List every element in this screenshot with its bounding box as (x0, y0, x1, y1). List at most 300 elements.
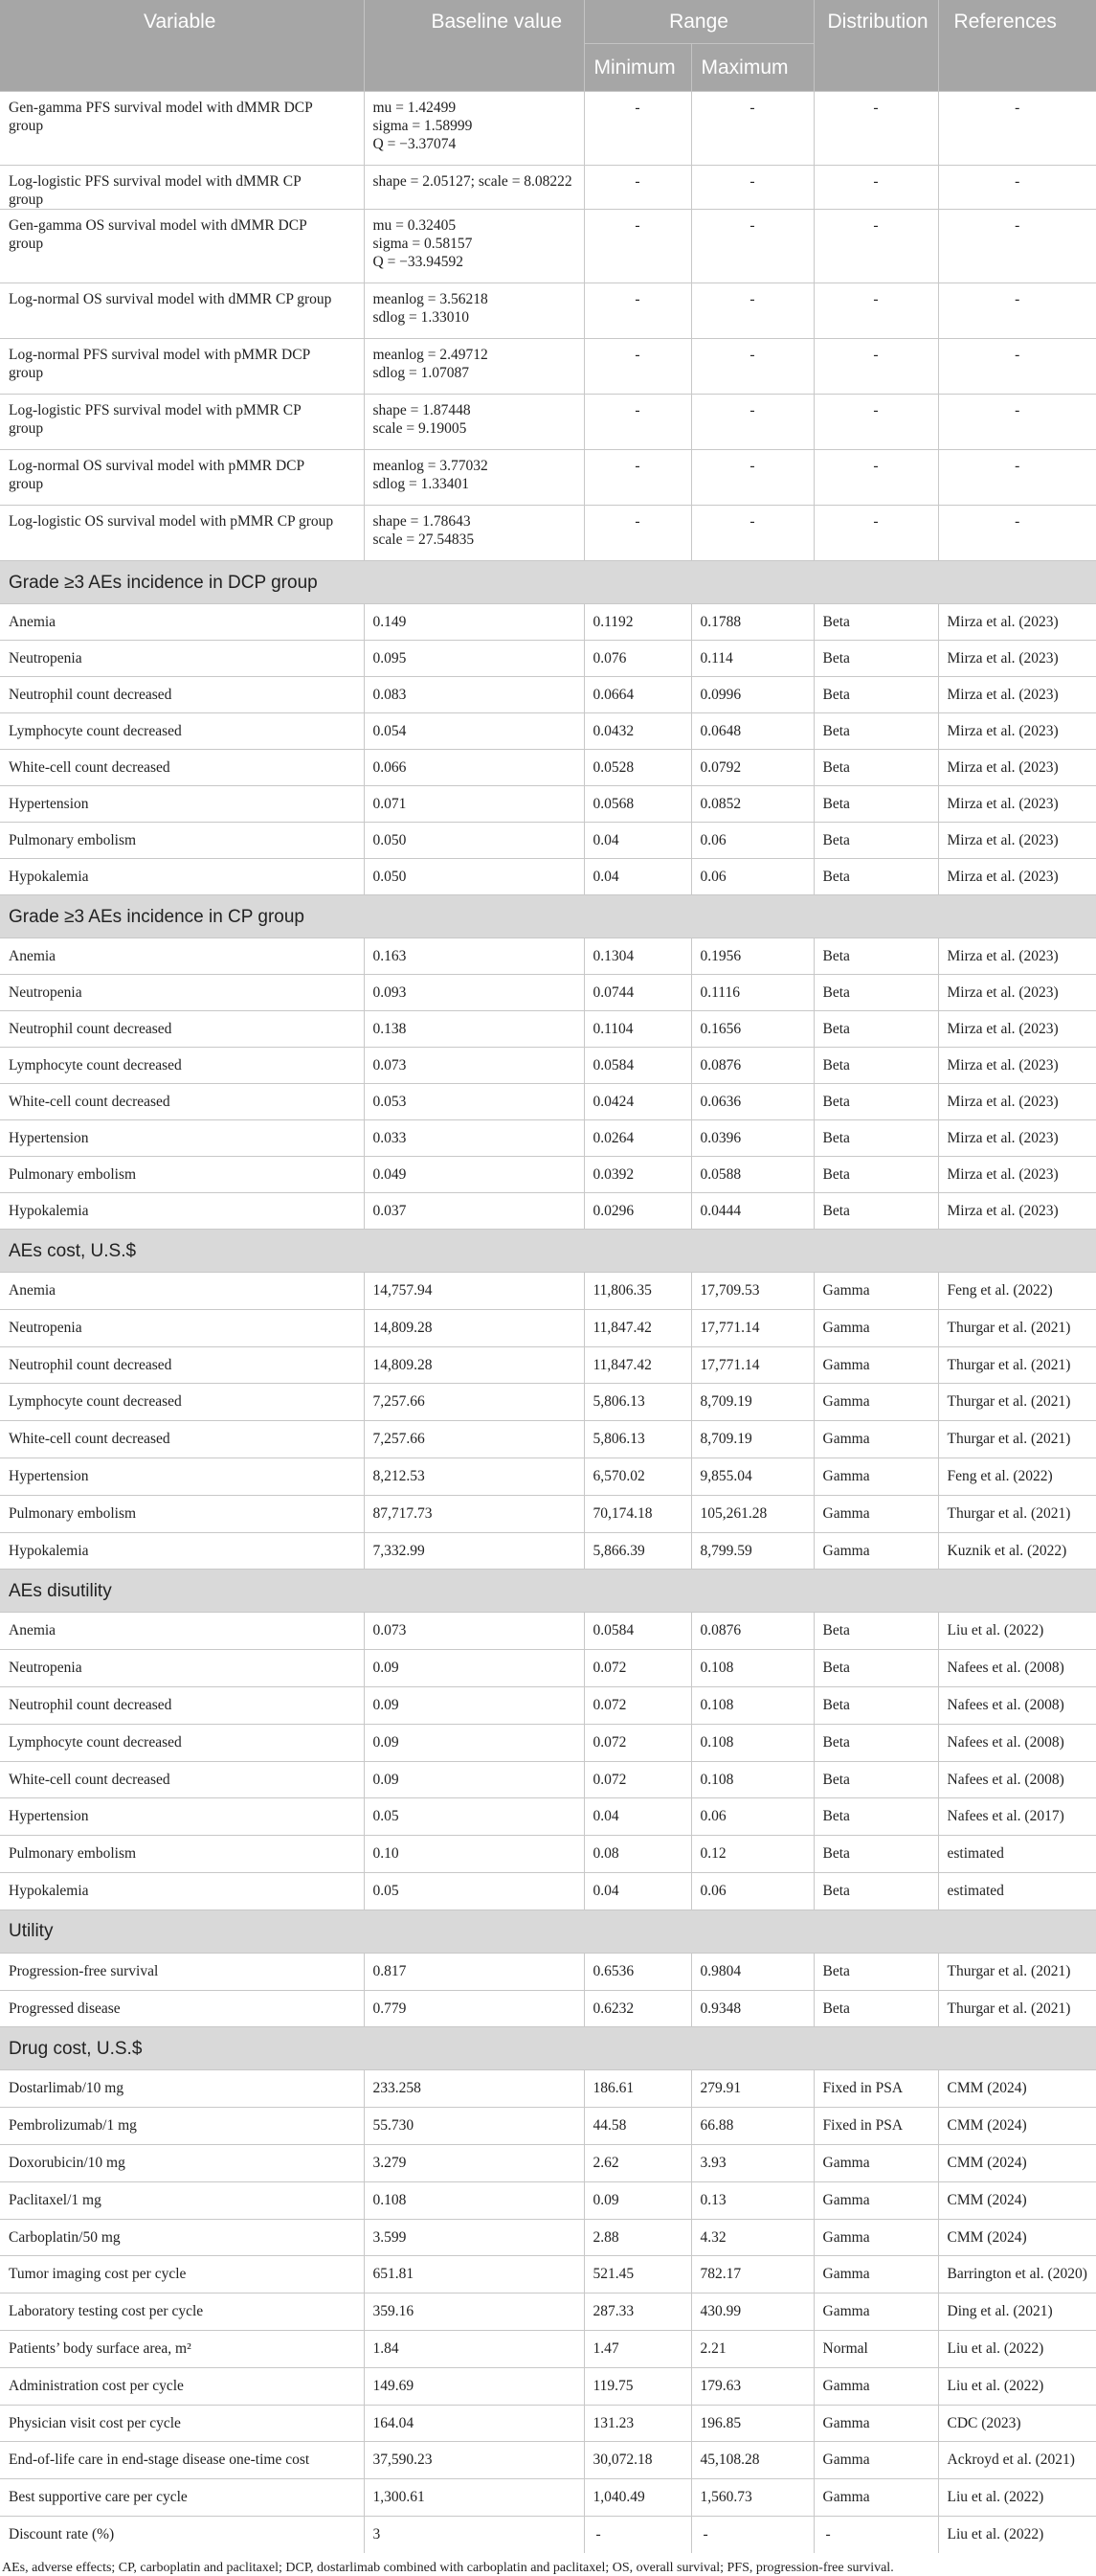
cell-baseline: 0.050 (364, 859, 584, 895)
cell-baseline: 8,212.53 (364, 1457, 584, 1495)
cell-distribution: Beta (814, 859, 938, 895)
cell-reference: Nafees et al. (2017) (938, 1798, 1096, 1836)
cell-minimum: - (584, 210, 691, 283)
cell-minimum: 2.62 (584, 2144, 691, 2181)
cell-baseline: 3.599 (364, 2219, 584, 2256)
cell-variable: Pulmonary embolism (0, 1157, 364, 1193)
cell-reference: Thurgar et al. (2021) (938, 1384, 1096, 1421)
cell-reference: Nafees et al. (2008) (938, 1724, 1096, 1761)
cell-minimum: 11,847.42 (584, 1309, 691, 1346)
cell-variable: Log-logistic OS survival model with pMMR CP group (0, 506, 364, 561)
table-row (0, 1532, 1096, 1570)
cell-variable: Laboratory testing cost per cycle (0, 2294, 364, 2331)
cell-minimum: 287.33 (584, 2294, 691, 2331)
cell-maximum: 0.0444 (691, 1193, 814, 1230)
table-row (0, 2108, 1096, 2145)
cell-baseline: 0.09 (364, 1724, 584, 1761)
cell-reference: Mirza et al. (2023) (938, 823, 1096, 859)
cell-maximum: 0.1116 (691, 975, 814, 1011)
cell-variable: Administration cost per cycle (0, 2367, 364, 2405)
table-row (0, 2144, 1096, 2181)
table-row (0, 1193, 1096, 1230)
table-body (0, 92, 1096, 2554)
cell-variable: Lymphocyte count decreased (0, 1048, 364, 1084)
cell-reference: Mirza et al. (2023) (938, 1011, 1096, 1048)
cell-reference: Thurgar et al. (2021) (938, 1495, 1096, 1532)
cell-variable: Hypertension (0, 1120, 364, 1157)
cell-maximum: 0.06 (691, 823, 814, 859)
cell-minimum: 0.072 (584, 1686, 691, 1724)
cell-distribution: Gamma (814, 1346, 938, 1384)
table-row (0, 1953, 1096, 1990)
cell-variable: Gen-gamma OS survival model with dMMR DCP group (0, 210, 364, 283)
cell-reference: Mirza et al. (2023) (938, 1157, 1096, 1193)
cell-variable: Neutrophil count decreased (0, 1686, 364, 1724)
cell-variable: Progressed disease (0, 1990, 364, 2027)
cell-minimum: 0.0432 (584, 713, 691, 750)
cell-distribution: Beta (814, 1157, 938, 1193)
cell-baseline: 0.149 (364, 604, 584, 641)
cell-minimum: 0.076 (584, 641, 691, 677)
cell-baseline: 0.050 (364, 823, 584, 859)
table-row (0, 641, 1096, 677)
cell-minimum: 0.0568 (584, 786, 691, 823)
cell-reference: Mirza et al. (2023) (938, 750, 1096, 786)
cell-minimum: 70,174.18 (584, 1495, 691, 1532)
cell-reference: Mirza et al. (2023) (938, 1048, 1096, 1084)
cell-variable: Pembrolizumab/1 mg (0, 2108, 364, 2145)
cell-maximum: - (691, 450, 814, 506)
table-row (0, 1011, 1096, 1048)
cell-baseline: shape = 1.78643 scale = 27.54835 (364, 506, 584, 561)
cell-reference: - (938, 210, 1096, 283)
cell-baseline: 0.779 (364, 1990, 584, 2027)
cell-variable: Best supportive care per cycle (0, 2479, 364, 2517)
cell-baseline: 651.81 (364, 2256, 584, 2294)
cell-distribution: Gamma (814, 2479, 938, 2517)
table-row (0, 1798, 1096, 1836)
table-footnote: AEs, adverse effects; CP, carboplatin and paclitaxel; DCP, dostarlimab combined with carboplatin and paclitaxel; OS, overall survival; PFS, progression-free survival. (2, 2561, 894, 2576)
cell-variable: Anemia (0, 604, 364, 641)
cell-minimum: 0.0584 (584, 1048, 691, 1084)
cell-maximum: 105,261.28 (691, 1495, 814, 1532)
cell-variable: Anemia (0, 1613, 364, 1650)
cell-reference: Mirza et al. (2023) (938, 1084, 1096, 1120)
header-minimum: Minimum (584, 44, 691, 92)
cell-minimum: - (584, 450, 691, 506)
cell-reference: CMM (2024) (938, 2181, 1096, 2219)
cell-maximum: 279.91 (691, 2070, 814, 2108)
cell-maximum: - (691, 339, 814, 395)
cell-distribution: Gamma (814, 2405, 938, 2442)
cell-reference: Liu et al. (2022) (938, 2516, 1096, 2553)
cell-distribution: Gamma (814, 2181, 938, 2219)
cell-minimum: 5,806.13 (584, 1384, 691, 1421)
cell-distribution: Beta (814, 677, 938, 713)
cell-reference: Liu et al. (2022) (938, 2479, 1096, 2517)
cell-reference: Mirza et al. (2023) (938, 938, 1096, 975)
table-row (0, 2367, 1096, 2405)
table-row (0, 750, 1096, 786)
cell-reference: Thurgar et al. (2021) (938, 1953, 1096, 1990)
table-row (0, 210, 1096, 283)
cell-maximum: 0.0876 (691, 1048, 814, 1084)
table-row (0, 395, 1096, 450)
table-row (0, 2219, 1096, 2256)
cell-variable: Hypokalemia (0, 1872, 364, 1909)
cell-reference: Mirza et al. (2023) (938, 786, 1096, 823)
cell-maximum: 0.9804 (691, 1953, 814, 1990)
header-range: Range (584, 0, 814, 44)
table-row (0, 1309, 1096, 1346)
table-row (0, 506, 1096, 561)
cell-distribution: - (814, 450, 938, 506)
cell-variable: Log-logistic PFS survival model with pMMR CP group (0, 395, 364, 450)
cell-maximum: 0.108 (691, 1650, 814, 1687)
cell-distribution: Beta (814, 1798, 938, 1836)
cell-variable: Patients’ body surface area, m² (0, 2330, 364, 2367)
cell-baseline: 0.05 (364, 1872, 584, 1909)
cell-distribution: Beta (814, 1613, 938, 1650)
cell-reference: estimated (938, 1872, 1096, 1909)
cell-reference: Mirza et al. (2023) (938, 1193, 1096, 1230)
cell-reference: Liu et al. (2022) (938, 1613, 1096, 1650)
cell-variable: Physician visit cost per cycle (0, 2405, 364, 2442)
cell-maximum: 0.9348 (691, 1990, 814, 2027)
cell-minimum: 0.6232 (584, 1990, 691, 2027)
table-row (0, 2442, 1096, 2479)
cell-reference: CDC (2023) (938, 2405, 1096, 2442)
cell-distribution: Fixed in PSA (814, 2108, 938, 2145)
cell-baseline: 0.108 (364, 2181, 584, 2219)
header-maximum: Maximum (691, 44, 814, 92)
cell-minimum: - (584, 2516, 691, 2553)
cell-distribution: Gamma (814, 2219, 938, 2256)
table-row (0, 1495, 1096, 1532)
cell-minimum: 11,806.35 (584, 1273, 691, 1310)
cell-baseline: 0.163 (364, 938, 584, 975)
table-row (0, 786, 1096, 823)
cell-baseline: meanlog = 2.49712 sdlog = 1.07087 (364, 339, 584, 395)
cell-maximum: - (691, 2516, 814, 2553)
cell-maximum: 0.108 (691, 1686, 814, 1724)
cell-variable: Lymphocyte count decreased (0, 1724, 364, 1761)
cell-variable: Neutropenia (0, 975, 364, 1011)
table-row (0, 2516, 1096, 2553)
cell-baseline: 359.16 (364, 2294, 584, 2331)
table-row (0, 2181, 1096, 2219)
cell-minimum: 1,040.49 (584, 2479, 691, 2517)
cell-distribution: - (814, 395, 938, 450)
cell-minimum: 0.6536 (584, 1953, 691, 1990)
table-row (0, 1990, 1096, 2027)
cell-distribution: Beta (814, 750, 938, 786)
cell-reference: Thurgar et al. (2021) (938, 1421, 1096, 1458)
cell-baseline: 1,300.61 (364, 2479, 584, 2517)
cell-maximum: - (691, 283, 814, 339)
cell-maximum: 4.32 (691, 2219, 814, 2256)
section-header-row (0, 561, 1096, 604)
cell-maximum: - (691, 166, 814, 210)
table-row (0, 283, 1096, 339)
table-row (0, 975, 1096, 1011)
cell-variable: Hypokalemia (0, 859, 364, 895)
cell-variable: Neutropenia (0, 1309, 364, 1346)
cell-distribution: Beta (814, 1084, 938, 1120)
cell-minimum: 521.45 (584, 2256, 691, 2294)
cell-maximum: 782.17 (691, 2256, 814, 2294)
cell-reference: - (938, 395, 1096, 450)
cell-reference: Ding et al. (2021) (938, 2294, 1096, 2331)
cell-reference: Thurgar et al. (2021) (938, 1346, 1096, 1384)
cell-baseline: 0.05 (364, 1798, 584, 1836)
cell-baseline: 55.730 (364, 2108, 584, 2145)
cell-minimum: 0.09 (584, 2181, 691, 2219)
cell-baseline: meanlog = 3.56218 sdlog = 1.33010 (364, 283, 584, 339)
cell-reference: - (938, 92, 1096, 166)
cell-minimum: 0.0424 (584, 1084, 691, 1120)
cell-baseline: shape = 2.05127; scale = 8.08222 (364, 166, 584, 210)
table-row (0, 1421, 1096, 1458)
cell-minimum: - (584, 395, 691, 450)
section-header-row (0, 895, 1096, 938)
table-row (0, 1084, 1096, 1120)
cell-minimum: 0.0264 (584, 1120, 691, 1157)
cell-distribution: Gamma (814, 2367, 938, 2405)
table-row (0, 339, 1096, 395)
cell-variable: Neutrophil count decreased (0, 1011, 364, 1048)
cell-minimum: - (584, 92, 691, 166)
cell-minimum: - (584, 166, 691, 210)
cell-maximum: 17,709.53 (691, 1273, 814, 1310)
cell-minimum: 0.0744 (584, 975, 691, 1011)
cell-variable: Neutropenia (0, 1650, 364, 1687)
cell-distribution: Beta (814, 641, 938, 677)
cell-variable: Hypokalemia (0, 1532, 364, 1570)
cell-baseline: 0.095 (364, 641, 584, 677)
cell-minimum: 119.75 (584, 2367, 691, 2405)
table-row (0, 604, 1096, 641)
cell-maximum: 17,771.14 (691, 1346, 814, 1384)
cell-maximum: 8,709.19 (691, 1384, 814, 1421)
table-row (0, 713, 1096, 750)
cell-minimum: 5,866.39 (584, 1532, 691, 1570)
cell-variable: Anemia (0, 1273, 364, 1310)
cell-distribution: - (814, 166, 938, 210)
cell-variable: White-cell count decreased (0, 1084, 364, 1120)
table-row (0, 1650, 1096, 1687)
cell-minimum: 2.88 (584, 2219, 691, 2256)
cell-minimum: 0.072 (584, 1724, 691, 1761)
cell-distribution: Beta (814, 786, 938, 823)
cell-variable: Log-normal PFS survival model with pMMR DCP group (0, 339, 364, 395)
table-row (0, 859, 1096, 895)
cell-variable: White-cell count decreased (0, 1421, 364, 1458)
table-row (0, 2330, 1096, 2367)
cell-distribution: Beta (814, 1990, 938, 2027)
cell-distribution: - (814, 339, 938, 395)
cell-reference: Liu et al. (2022) (938, 2330, 1096, 2367)
cell-distribution: Gamma (814, 1273, 938, 1310)
cell-distribution: - (814, 92, 938, 166)
cell-minimum: - (584, 339, 691, 395)
cell-variable: Lymphocyte count decreased (0, 713, 364, 750)
cell-variable: Log-normal OS survival model with pMMR DCP group (0, 450, 364, 506)
cell-maximum: 1,560.73 (691, 2479, 814, 2517)
cell-distribution: Beta (814, 1836, 938, 1873)
cell-baseline: 0.083 (364, 677, 584, 713)
cell-distribution: Gamma (814, 1532, 938, 1570)
cell-reference: - (938, 166, 1096, 210)
cell-minimum: 11,847.42 (584, 1346, 691, 1384)
cell-distribution: - (814, 210, 938, 283)
cell-minimum: 30,072.18 (584, 2442, 691, 2479)
cell-reference: Feng et al. (2022) (938, 1457, 1096, 1495)
cell-variable: Gen-gamma PFS survival model with dMMR DCP group (0, 92, 364, 166)
cell-distribution: Beta (814, 1686, 938, 1724)
cell-distribution: - (814, 2516, 938, 2553)
cell-reference: Nafees et al. (2008) (938, 1686, 1096, 1724)
cell-minimum: 0.04 (584, 823, 691, 859)
section-title: AEs disutility (0, 1570, 1096, 1613)
table-row (0, 1273, 1096, 1310)
cell-distribution: Beta (814, 1872, 938, 1909)
cell-minimum: 0.04 (584, 1798, 691, 1836)
cell-minimum: 131.23 (584, 2405, 691, 2442)
cell-minimum: 186.61 (584, 2070, 691, 2108)
cell-reference: Thurgar et al. (2021) (938, 1990, 1096, 2027)
cell-variable: Pulmonary embolism (0, 1836, 364, 1873)
cell-distribution: Beta (814, 823, 938, 859)
cell-reference: CMM (2024) (938, 2144, 1096, 2181)
cell-reference: estimated (938, 1836, 1096, 1873)
cell-baseline: 0.073 (364, 1048, 584, 1084)
cell-distribution: Gamma (814, 2144, 938, 2181)
cell-distribution: Beta (814, 975, 938, 1011)
cell-baseline: 7,257.66 (364, 1421, 584, 1458)
cell-maximum: 0.114 (691, 641, 814, 677)
cell-maximum: 0.1788 (691, 604, 814, 641)
cell-reference: Mirza et al. (2023) (938, 859, 1096, 895)
cell-reference: Barrington et al. (2020) (938, 2256, 1096, 2294)
cell-minimum: 0.0664 (584, 677, 691, 713)
cell-minimum: 0.04 (584, 859, 691, 895)
cell-maximum: 0.1656 (691, 1011, 814, 1048)
cell-variable: Progression-free survival (0, 1953, 364, 1990)
cell-variable: Neutropenia (0, 641, 364, 677)
section-header-row (0, 1909, 1096, 1953)
cell-reference: Mirza et al. (2023) (938, 677, 1096, 713)
cell-baseline: 164.04 (364, 2405, 584, 2442)
cell-reference: - (938, 506, 1096, 561)
cell-variable: Log-normal OS survival model with dMMR CP group (0, 283, 364, 339)
cell-baseline: 149.69 (364, 2367, 584, 2405)
cell-baseline: 87,717.73 (364, 1495, 584, 1532)
cell-distribution: Beta (814, 1011, 938, 1048)
cell-baseline: meanlog = 3.77032 sdlog = 1.33401 (364, 450, 584, 506)
cell-maximum: - (691, 210, 814, 283)
cell-minimum: 0.1192 (584, 604, 691, 641)
cell-maximum: 8,799.59 (691, 1532, 814, 1570)
table-row (0, 2256, 1096, 2294)
section-title: AEs cost, U.S.$ (0, 1230, 1096, 1273)
table-row (0, 2294, 1096, 2331)
cell-distribution: Beta (814, 1761, 938, 1798)
cell-maximum: - (691, 92, 814, 166)
table-row (0, 92, 1096, 166)
cell-reference: Kuznik et al. (2022) (938, 1532, 1096, 1570)
cell-distribution: Gamma (814, 2294, 938, 2331)
cell-minimum: 1.47 (584, 2330, 691, 2367)
table-row (0, 450, 1096, 506)
cell-baseline: 0.071 (364, 786, 584, 823)
cell-maximum: 0.0588 (691, 1157, 814, 1193)
section-title: Grade ≥3 AEs incidence in DCP group (0, 561, 1096, 604)
cell-baseline: 3.279 (364, 2144, 584, 2181)
cell-maximum: 0.12 (691, 1836, 814, 1873)
cell-variable: Anemia (0, 938, 364, 975)
table-row (0, 1157, 1096, 1193)
cell-reference: - (938, 283, 1096, 339)
cell-maximum: 0.06 (691, 859, 814, 895)
cell-maximum: - (691, 506, 814, 561)
cell-maximum: 2.21 (691, 2330, 814, 2367)
cell-maximum: 0.108 (691, 1761, 814, 1798)
cell-maximum: 0.13 (691, 2181, 814, 2219)
cell-distribution: Gamma (814, 1495, 938, 1532)
cell-reference: Ackroyd et al. (2021) (938, 2442, 1096, 2479)
cell-maximum: 3.93 (691, 2144, 814, 2181)
cell-distribution: Beta (814, 1953, 938, 1990)
cell-maximum: 45,108.28 (691, 2442, 814, 2479)
cell-distribution: Beta (814, 604, 938, 641)
cell-baseline: 0.033 (364, 1120, 584, 1157)
cell-variable: End-of-life care in end-stage disease one-time cost (0, 2442, 364, 2479)
cell-baseline: 14,809.28 (364, 1346, 584, 1384)
table-row (0, 1048, 1096, 1084)
cell-variable: Doxorubicin/10 mg (0, 2144, 364, 2181)
cell-maximum: - (691, 395, 814, 450)
cell-maximum: 0.0792 (691, 750, 814, 786)
cell-baseline: 14,757.94 (364, 1273, 584, 1310)
cell-variable: Tumor imaging cost per cycle (0, 2256, 364, 2294)
cell-baseline: 0.037 (364, 1193, 584, 1230)
cell-reference: Nafees et al. (2008) (938, 1761, 1096, 1798)
cell-distribution: Beta (814, 938, 938, 975)
cell-maximum: 0.0648 (691, 713, 814, 750)
cell-distribution: Gamma (814, 2442, 938, 2479)
cell-maximum: 0.06 (691, 1872, 814, 1909)
table-row (0, 1384, 1096, 1421)
cell-minimum: 0.0392 (584, 1157, 691, 1193)
cell-distribution: Gamma (814, 1384, 938, 1421)
section-header-row (0, 2027, 1096, 2070)
cell-variable: Pulmonary embolism (0, 823, 364, 859)
cell-reference: - (938, 450, 1096, 506)
cell-variable: Dostarlimab/10 mg (0, 2070, 364, 2108)
cell-distribution: Fixed in PSA (814, 2070, 938, 2108)
cell-variable: Neutrophil count decreased (0, 1346, 364, 1384)
cell-baseline: 7,257.66 (364, 1384, 584, 1421)
cell-minimum: 0.04 (584, 1872, 691, 1909)
cell-maximum: 0.0852 (691, 786, 814, 823)
section-header-row (0, 1230, 1096, 1273)
cell-distribution: Gamma (814, 1457, 938, 1495)
header-references: References (938, 0, 1096, 92)
table-row (0, 1686, 1096, 1724)
cell-minimum: 0.072 (584, 1761, 691, 1798)
cell-maximum: 196.85 (691, 2405, 814, 2442)
